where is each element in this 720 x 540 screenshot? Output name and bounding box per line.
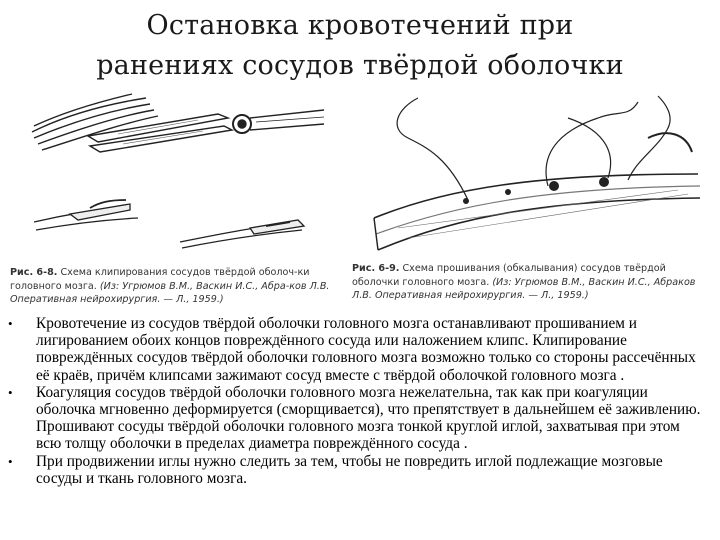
bullet-marker: • (8, 384, 13, 400)
clip-applicator-illustration (28, 84, 328, 174)
caption-source: (Из: Угрюмов В.М., Васкин И.С., Абра-ков Л.В. Оперативная нейрохирургия. — Л., 1959.) (10, 280, 330, 305)
bullet-marker: • (8, 316, 13, 331)
caption-text: Схема прошивания (обкалывания) сосудов твёрдой оболочки головного мозга. (352, 263, 666, 288)
title-line-1: Остановка кровотечений при (146, 10, 574, 41)
bullet-item (0, 453, 720, 487)
slide-title (0, 6, 720, 86)
bullet-text: При продвижении иглы нужно следить за тем, чтобы не повредить иглой подлежащие мозговые сосуды и ткань головного мозга. (36, 452, 663, 487)
caption-text: Схема клипирования сосудов твёрдой оболоч-ки головного мозга. (10, 267, 310, 292)
bullet-item (0, 315, 720, 384)
bullet-marker: • (8, 453, 13, 469)
caption-source: (Из: Угрюмов В.М., Васкин И.С., Абраков Л.В. Оперативная нейрохирургия. — Л., 1959.) (352, 276, 696, 301)
title-line-2: ранениях сосудов твёрдой оболочки (96, 50, 624, 81)
bullet-text: Кровотечение из сосудов твёрдой оболочки головного мозга останавливают прошиванием и лигированием обоих концов повреждённого сосуда или наложением клипс. Клипирование повреждённых сосудов твёрдой оболочки головного мозга возможно только со стороны рассечённых её краёв, причём клипсами зажимают сосуд вместе с твёрдой оболочкой головного мозга . (36, 315, 696, 384)
caption-label: Рис. 6-8. (10, 267, 58, 278)
figure-caption-left (10, 266, 336, 307)
bullet-item (0, 384, 720, 453)
figure-caption-right (352, 262, 702, 303)
bullet-list (0, 315, 720, 487)
dura-suture-illustration (368, 88, 708, 256)
bullet-text: Коагуляция сосудов твёрдой оболочки головного мозга нежелательна, так как при коагуляции оболочка мгновенно деформируется (сморщивается), что препятствует в дальнейшем её заживлению. Прошивают сосуды твёрдой оболочки головного мозга тонкой круглой иглой, захватывая при этом всю толщу оболочки в пределах диаметра повреждённого сосуда . (36, 383, 701, 453)
clip-closeup-illustration (30, 196, 320, 254)
caption-label: Рис. 6-9. (352, 263, 400, 274)
